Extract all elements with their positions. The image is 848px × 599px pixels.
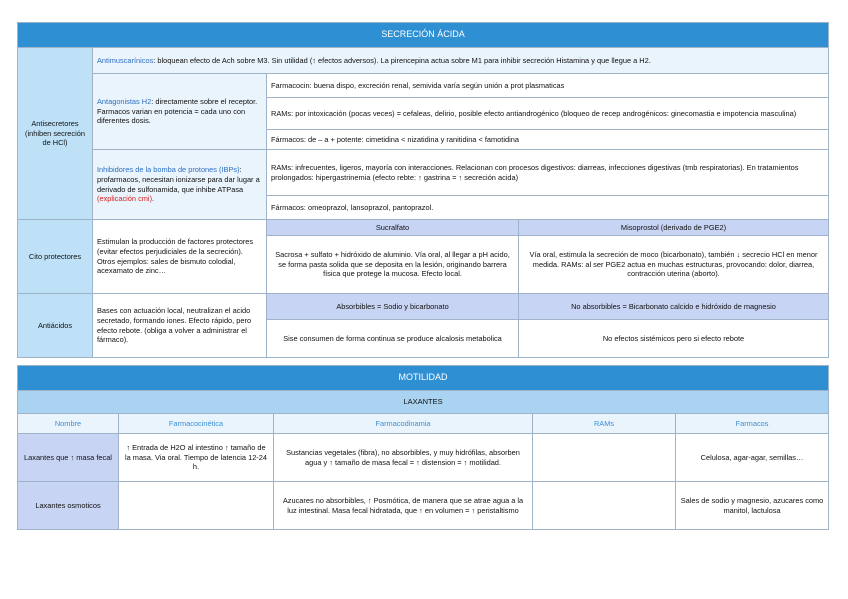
col-rams: RAMs [533,414,676,434]
ibps-name: Inhibidores de la bomba de protones (IBPs) [97,164,240,174]
motilidad-table [17,365,829,530]
laxantes-subtitle: LAXANTES [18,391,829,414]
secrecion-table [17,22,829,366]
row2-farmacodinamia: Azucares no absorbibles, ↑ Posmótica, de manera que se atrae agua a la luz intestinal. Masa fecal hidratada, que ↑ en volumen = ↑ peristaltismo [274,482,533,530]
antiacidos-desc: Bases con actuación local, neutralizan el acido secretado, formando iones. Efecto rápido, pero efecto rebote. (obliga a volver a administrar el fármaco). [93,294,267,358]
sucralfato-body: Sacrosa + sulfato + hidróxido de aluminio. Vía oral, al llegar a pH acido, se forma pasta solida que se deposita en la lesión, originando barrera física que protege la mucosa. Efecto local. [267,236,519,294]
row2-farmacos: Sales de sodio y magnesio, azucares como manitol, lactulosa [676,482,829,530]
antisecretores-label: Antisecretores (inhiben secreción de HCl) [18,48,93,220]
col-nombre: Nombre [18,414,119,434]
row2-farmacocinetica [119,482,274,530]
citoprotectores-label: Cito protectores [18,220,93,294]
antagonistas-name: Antagonistas H2 [97,96,152,106]
col-farmacodinamia: Farmacodinamia [274,414,533,434]
ibps-cell [93,150,267,220]
row1-farmacocinetica: ↑ Entrada de H2O al intestino ↑ tamaño de la masa. Via oral. Tiempo de latencia 12-24 h. [119,434,274,482]
row1-nombre: Laxantes que ↑ masa fecal [18,434,119,482]
absorbibles-body: Sise consumen de forma continua se produce alcalosis metabolica [267,320,519,358]
motilidad-title: MOTILIDAD [18,366,829,391]
misoprostol-body: Vía oral, estimula la secreción de moco (bicarbonato), también ↓ secrecio HCl en menor medida. RAMs: al ser PGE2 actua en muchas estructuras, provocando: dolor, diarrea, contracción uterina (aborto). [519,236,829,294]
antagonistas-text: : directamente sobre el receptor. Farmacos varian en potencia = cada uno con diferentes dosis. [97,96,258,126]
row2-rams [533,482,676,530]
secrecion-title: SECRECIÓN ÁCIDA [18,23,829,48]
antagonistas-h2-cell [93,74,267,150]
antimuscarinicos-row [93,48,829,74]
antagonistas-farmacos: Fármacos: de – a + potente: cimetidina < nizatidina y ranitidina < famotidina [267,130,829,150]
sucralfato-head: Sucralfato [267,220,519,236]
row1-farmacos: Celulosa, agar-agar, semillas… [676,434,829,482]
table-row [18,434,829,482]
absorbibles-head: Absorbibles = Sodio y bicarbonato [267,294,519,320]
antagonistas-farmacocin: Farmacocin: buena dispo, excreción renal, semivida varía según unión a prot plasmaticas [267,74,829,98]
ibps-link[interactable]: (explicación cmi) [97,194,153,204]
misoprostol-head: Misoprostol (derivado de PGE2) [519,220,829,236]
col-farmacocinetica: Farmacocinética [119,414,274,434]
no-absorbibles-head: No absorbibles = Bicarbonato calcido e hidróxido de magnesio [519,294,829,320]
row2-nombre: Laxantes osmoticos [18,482,119,530]
citoprotectores-desc: Estimulan la producción de factores protectores (evitar efectos perjudiciales de la secreción). Otros ejemplos: sales de bismuto colodial, acexamato de zinc… [93,220,267,294]
antimuscarinicos-name: Antimuscarínicos [97,55,154,65]
row1-farmacodinamia: Sustancias vegetales (fibra), no absorbibles, y muy hidrófilas, absorben agua y ↑ tamaño de masa fecal = ↑ distension = ↑ motilidad. [274,434,533,482]
ibps-rams: RAMs: infrecuentes, ligeros, mayoría con interacciones. Relacionan con procesos digestivos: diarreas, infecciones digestivas (tmb respiratorias). En tratamientos prolongados: hipergastrinemia (efecto rebte: ↑ gastrina = ↑ secreción acida) [267,150,829,196]
ibps-end: . [152,194,155,204]
antimuscarinicos-text: : bloquean efecto de Ach sobre M3. Sin utilidad (↑ efectos adversos). La pirencepina actua sobre M1 para inhibir secreción Histamina y que llegue a H2. [153,55,651,65]
no-absorbibles-body: No efectos sistémicos pero si efecto rebote [519,320,829,358]
row1-rams [533,434,676,482]
table-row [18,482,829,530]
ibps-farmacos: Fármacos: omeoprazol, lansoprazol, pantoprazol. [267,196,829,220]
col-farmacos: Farmacos [676,414,829,434]
ibps-text: : profarmacos, necesitan ionizarse para dar lugar a derivado de sulfonamida, que inhibe ATPasa [97,164,260,194]
antiacidos-label: Antiácidos [18,294,93,358]
antagonistas-rams: RAMs: por intoxicación (pocas veces) = cefaleas, delirio, posible efecto antiandrogénico (bloqueo de recep androgénicos: ginecomastia e impotencia masculina) [267,98,829,130]
document-sheet [17,22,828,530]
